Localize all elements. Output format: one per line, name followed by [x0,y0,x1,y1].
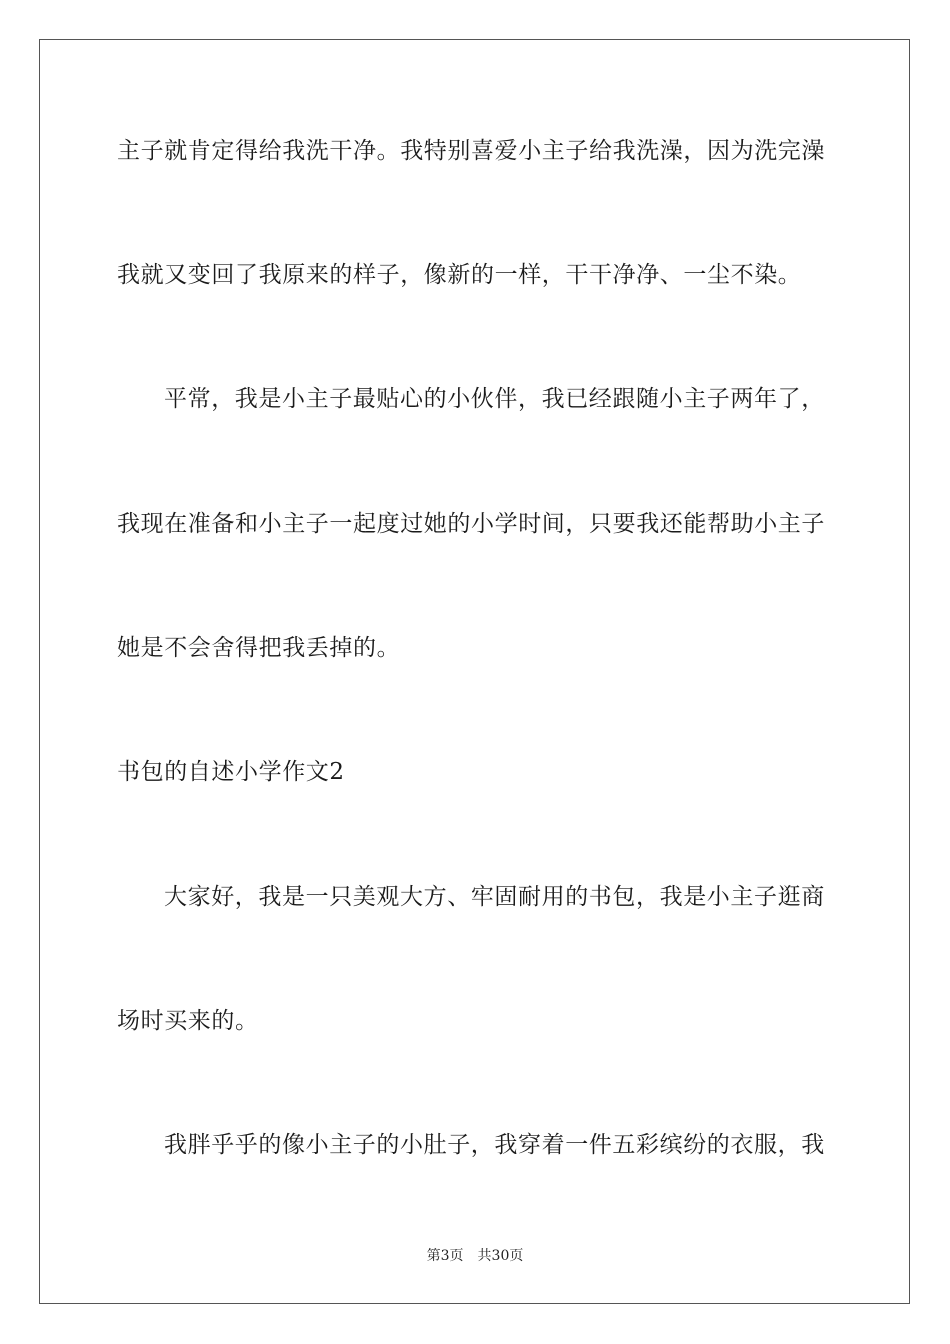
page-number-total: 共30页 [477,1248,524,1264]
paragraph-line: 我胖乎乎的像小主子的小肚子，我穿着一件五彩缤纷的衣服，我 [164,1132,825,1158]
page-number-current: 第3页 [426,1248,464,1264]
paragraph-line: 我就又变回了我原来的样子，像新的一样，干干净净、一尘不染。 [117,262,802,288]
paragraph-line: 平常，我是小主子最贴心的小伙伴，我已经跟随小主子两年了， [164,386,825,412]
paragraph-line: 她是不会舍得把我丢掉的。 [117,635,401,661]
paragraph-line: 主子就肯定得给我洗干净。我特别喜爱小主子给我洗澡，因为洗完澡 [117,138,825,164]
paragraph-line: 场时买来的。 [117,1008,259,1034]
page-border [39,39,910,1304]
paragraph-line: 我现在准备和小主子一起度过她的小学时间，只要我还能帮助小主子 [117,511,825,537]
page-footer [0,1247,950,1265]
paragraph-line: 大家好，我是一只美观大方、牢固耐用的书包，我是小主子逛商 [164,884,825,910]
section-title: 书包的自述小学作文2 [117,759,345,785]
